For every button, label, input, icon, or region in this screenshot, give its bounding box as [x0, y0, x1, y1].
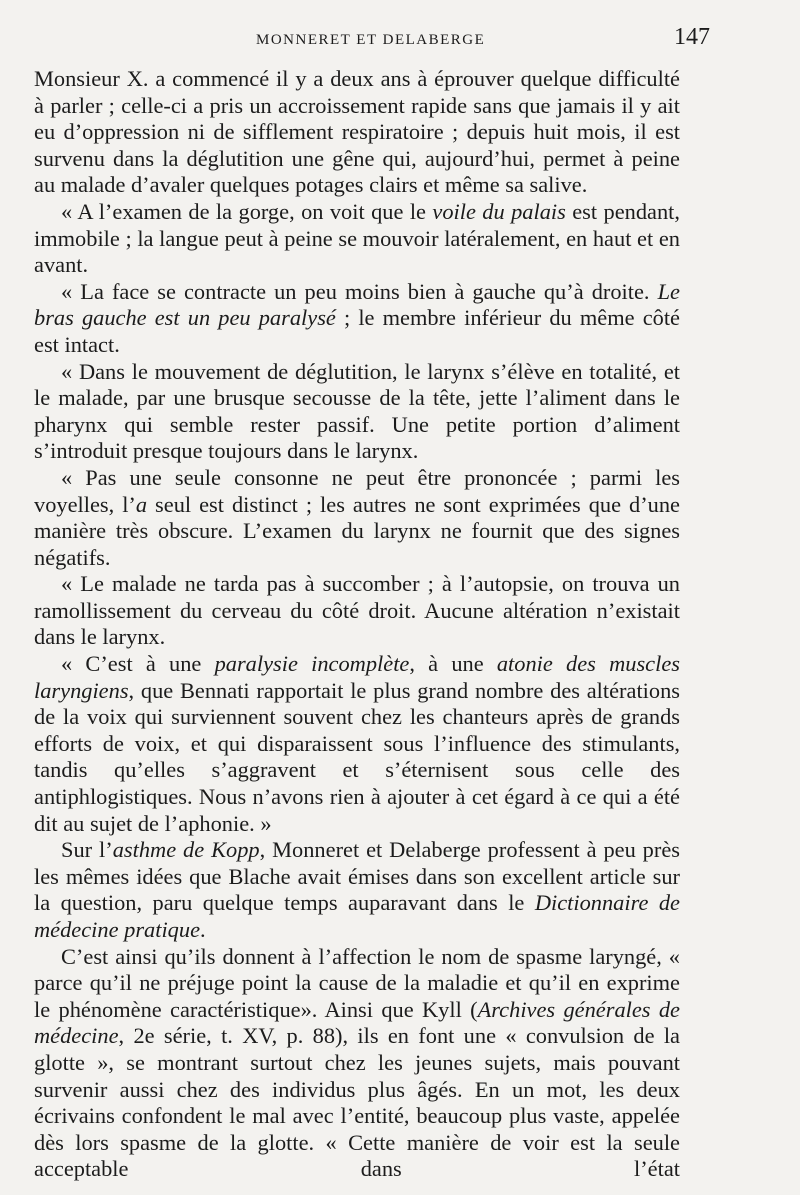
- text-run: « Pas une seule consonne ne peut être prononcée ; parmi les voyelles, l’: [34, 464, 680, 517]
- running-head: MONNERET ET DELABERGE: [256, 32, 486, 48]
- italic-text: asthme de Kopp: [112, 837, 260, 863]
- paragraph: [34, 465, 680, 571]
- text-run: « Dans le mouvement de déglutition, le larynx s’élève en totalité, et le malade, par une brusque secousse de la tête, jette l’aliment dans le pharynx qui semble rester passif. Une petite portion d’aliment s’introduit presque toujours dans le larynx.: [34, 358, 680, 464]
- text-run: Sur l’: [61, 837, 113, 863]
- italic-text: Dictionnaire de médecine pratique: [34, 890, 680, 942]
- page-number: 147: [674, 24, 710, 50]
- text-run: , Monneret et Delaberge professent à peu près les mêmes idées que Blache avait émises dans son excellent article sur la question, paru quelque temps auparavant dans le: [34, 837, 680, 916]
- paragraph: [34, 199, 680, 279]
- italic-text: Archives générales de médecine: [34, 996, 680, 1049]
- paragraph: [34, 837, 680, 943]
- italic-text: atonie des muscles laryngiens: [34, 651, 680, 703]
- italic-text: Le bras gauche est un peu paralysé: [34, 278, 680, 331]
- text-run: est pendant, immobile ; la langue peut à peine se mouvoir latéralement, en haut et en avant.: [34, 198, 680, 278]
- paragraph: [34, 66, 680, 199]
- text-run: C’est ainsi qu’ils donnent à l’affection le nom de spasme laryngé, « parce qu’il ne préjuge point la cause de la maladie et qu’il en exprime le phénomène caractéristique». Ainsi que Kyll (: [34, 943, 680, 1022]
- text-run: « La face se contracte un peu moins bien à gauche qu’à droite.: [61, 278, 658, 304]
- paragraph: [34, 651, 680, 837]
- italic-text: a: [135, 491, 148, 517]
- text-run: « A l’examen de la gorge, on voit que le: [61, 198, 433, 224]
- text-run: « Le malade ne tarda pas à succomber ; à l’autopsie, on trouva un ramollissement du cerveau du côté droit. Aucune altération n’existait dans le larynx.: [34, 571, 680, 650]
- paragraph: [34, 944, 680, 1183]
- text-run: .: [200, 917, 206, 942]
- paragraph: [34, 359, 680, 465]
- page-header: [34, 24, 710, 58]
- italic-text: voile du palais: [432, 198, 566, 224]
- italic-text: paralysie incomplète: [214, 651, 410, 677]
- paragraph: [34, 279, 680, 359]
- text-run: « C’est à une: [61, 651, 215, 677]
- text-run: Monsieur X. a commencé il y a deux ans à éprouver quelque difficulté à parler ; celle-ci a pris un accroissement rapide sans que jamais il y ait eu d’oppression ni de sifflement respiratoire ; depuis huit mois, il est survenu dans la déglutition une gêne qui, aujourd’hui, permet à peine au malade d’avaler quelques potages clairs et même sa salive.: [34, 66, 680, 198]
- text-run: ; le membre inférieur du même côté est intact.: [34, 305, 680, 357]
- text-run: , 2e série, t. XV, p. 88), ils en font une « convulsion de la glotte », se montrant surtout chez les jeunes sujets, mais pouvant survenir aussi chez des individus plus âgés. En un mot, les deux écrivains confondent le mal avec l’entité, beaucoup plus vaste, appelée dès lors spasme de la glotte. « Cette manière de voir est la seule acceptable dans l’état: [34, 1023, 680, 1182]
- text-run: seul est distinct ; les autres ne sont exprimées que d’une manière très obscure. L’examen du larynx ne fournit que des signes négatifs.: [34, 491, 680, 570]
- text-run: , que Bennati rapportait le plus grand nombre des altérations de la voix qui surviennent souvent chez les chanteurs après de grands efforts de voix, et qui disparaissent sous l’influence des stimulants, tandis qu’elles s’aggravent et s’éternisent sous celle des antiphlogistiques. Nous n’avons rien à ajouter à cet égard à ce qui a été dit au sujet de l’aphonie. »: [34, 677, 680, 836]
- text-run: , à une: [409, 651, 497, 677]
- body-text: [34, 66, 680, 1183]
- paragraph: [34, 571, 680, 651]
